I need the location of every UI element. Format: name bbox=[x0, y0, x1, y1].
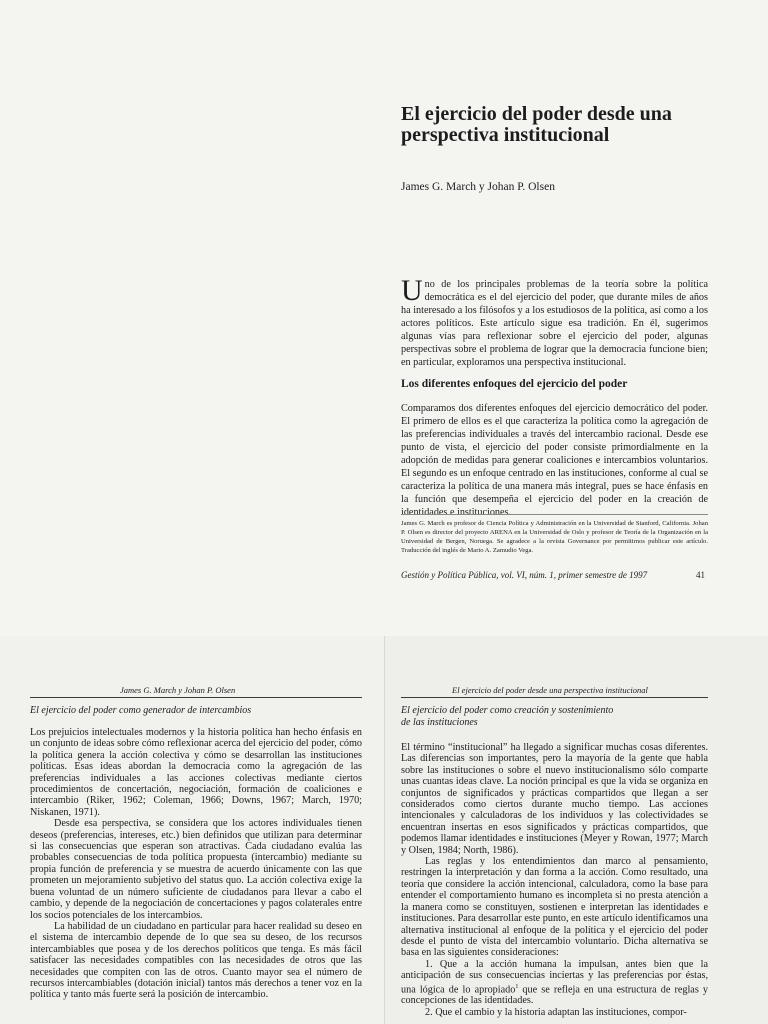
item1-text-b: que se refleja en una estructura de reglas y concepciones de las identidades. bbox=[401, 983, 708, 1007]
author-footnote: James G. March es profesor de Ciencia Política y Administración en la Universidad de Stanford, California. Johan P. Olsen es director del proyecto ARENA en la Universidad de Oslo y profesor de Teoría de la Organización en la Universidad de Bergen, Noruega. Se agradece a la revista Governance por permitirnos publicar este artículo. Traducción del inglés de Mario A. Zamudio Vega. bbox=[401, 520, 708, 554]
left-header-rule bbox=[30, 697, 362, 698]
right-subheading-line-1: El ejercicio del poder como creación y sostenimiento bbox=[401, 705, 614, 716]
left-body-text bbox=[30, 727, 362, 1001]
right-list-item-2: 2. Que el cambio y la historia adaptan las instituciones, compor- bbox=[425, 1006, 687, 1018]
right-body-text bbox=[401, 742, 708, 1018]
left-paragraph-2: Desde esa perspectiva, se considera que los actores individuales tienen deseos (preferencias, intereses, etc.) bien definidos que utilizan para determinar si las consecuencias que esperan son atractivas. Cada ciudadano evalúa las probables consecuencias de toda política propuesta (intercambio) mediante su propia función de preferencia y se muestra de acuerdo únicamente con las que prometen un mejoramiento subjetivo del status quo. La acción colectiva exige la buena voluntad de un número suficiente de ciudadanos para llevar a cabo el cambio, y depende de la negociación de concertaciones y pagos colaterales entre los socios potenciales de los intercambios. bbox=[30, 818, 362, 921]
drop-cap: U bbox=[401, 274, 423, 307]
right-list-item-1 bbox=[401, 959, 708, 1007]
section-paragraph: Comparamos dos diferentes enfoques del ejercicio democrático del poder. El primero de ellos es el que caracteriza la política como la agregación de las preferencias individuales a través del intercambio racional. Desde ese punto de vista, el ejercicio del poder consiste primordialmente en la adopción de medidas para generar coaliciones e intercambios voluntarios. El segundo es un enfoque centrado en las instituciones, conforme al cual se caracteriza la política de una manera más integral, pues se hace énfasis en la función que desempeña el ejercicio del poder en la creación de identidades e instituciones. bbox=[401, 403, 708, 518]
article-authors: James G. March y Johan P. Olsen bbox=[401, 181, 555, 193]
right-running-header: El ejercicio del poder desde una perspectiva institucional bbox=[452, 685, 648, 695]
page-number: 41 bbox=[696, 570, 705, 580]
right-subheading-line-2: de las instituciones bbox=[401, 717, 478, 728]
article-title: El ejercicio del poder desde una perspectiva institucional bbox=[401, 103, 672, 146]
item1-text-a: 1. Que a la acción humana la impulsan, antes bien que la anticipación de sus consecuencias inciertas y las preferencias por éstas, una lógica de lo apropiado bbox=[401, 958, 708, 995]
left-paragraph-3: La habilidad de un ciudadano en particular para hacer realidad su deseo en el sistema de intercambio depende de lo que sea su deseo, de los recursos intercambiables que posea y de los derechos políticos que tenga. Es más fácil satisfacer las necesidades compatibles con las necesidades de otros que las necesidades que compiten con las de otros. Cuanto mayor sea el número de recursos intercambiables (dotación inicial) tantos más derechos a tener voz en la política y tanto más fuerte será la posición de intercambio. bbox=[30, 920, 362, 1001]
abstract-text: no de los principales problemas de la teoría sobre la política democrática es el del ejercicio del poder, que durante miles de años ha interesado a los filósofos y a los estudiosos de la política, así como a los actores políticos. Este artículo sigue esa tradición. En él, sugerimos algunas vías para reflexionar sobre el ejercicio del poder, algunas perspectivas sobre el problema de lograr que la democracia funcione bien; en particular, exploramos una perspectiva institucional. bbox=[401, 279, 708, 368]
right-paragraph-2: Las reglas y los entendimientos dan marco al pensamiento, restringen la interpretación y dan forma a la acción. Como resultado, una teoría que considere la acción intencional, calculadora, como la base para entender el comportamiento humano es incompleta si no presta atención a la manera como se constituyen, sostienen e interpretan las identidades e instituciones. Para desarrollar este punto, en este artículo identificamos una alternativa institucional al enfoque de la política y el ejercicio del poder desde el punto de vista del intercambio voluntario. Dicha alternativa se basa en las siguientes consideraciones: bbox=[401, 856, 708, 959]
journal-citation: Gestión y Política Pública, vol. VI, núm. 1, primer semestre de 1997 bbox=[401, 570, 648, 580]
section-heading: Los diferentes enfoques del ejercicio del poder bbox=[401, 378, 628, 390]
left-running-header: James G. March y Johan P. Olsen bbox=[120, 685, 236, 695]
right-header-rule bbox=[401, 697, 708, 698]
left-paragraph-1: Los prejuicios intelectuales modernos y la historia política han hecho énfasis en un conjunto de ideas sobre cómo reflexionar acerca del ejercicio del poder, cómo la política genera la acción colectiva y cómo se desarrollan las instituciones políticas. Esas ideas abordan la democracia como la agregación de las preferencias individuales a las acciones colectivas mediante ciertos procedimientos de concertación, negociación, formación de coaliciones e intercambio (Riker, 1962; Coleman, 1966; Downs, 1967; March, 1970; Niskanen, 1971). bbox=[30, 727, 362, 818]
right-paragraph-1: El término “institucional” ha llegado a significar muchas cosas diferentes. Las diferencias son importantes, pero la mayoría de la gente que habla sobre las instituciones o sobre el nuevo institucionalismo sólo comparte unas cuantas ideas clave. La noción principal es que la vida se organiza en conjuntos de significados y prácticas compartidos que llegan a ser considerados como ciertos durante mucho tiempo. Las acciones intencionales y calculadoras de los individuos y las colectividades se encuentran insertas en esos significados y prácticas compartidos, que podemos llamar identidades e instituciones (Meyer y Rowan, 1977; March y Olsen, 1984; North, 1986). bbox=[401, 742, 708, 856]
footnote-rule bbox=[401, 514, 708, 515]
right-subheading bbox=[401, 705, 613, 729]
abstract-paragraph bbox=[401, 274, 708, 369]
footnote-marker: 1 bbox=[515, 983, 519, 990]
left-subheading: El ejercicio del poder como generador de intercambios bbox=[30, 705, 252, 716]
